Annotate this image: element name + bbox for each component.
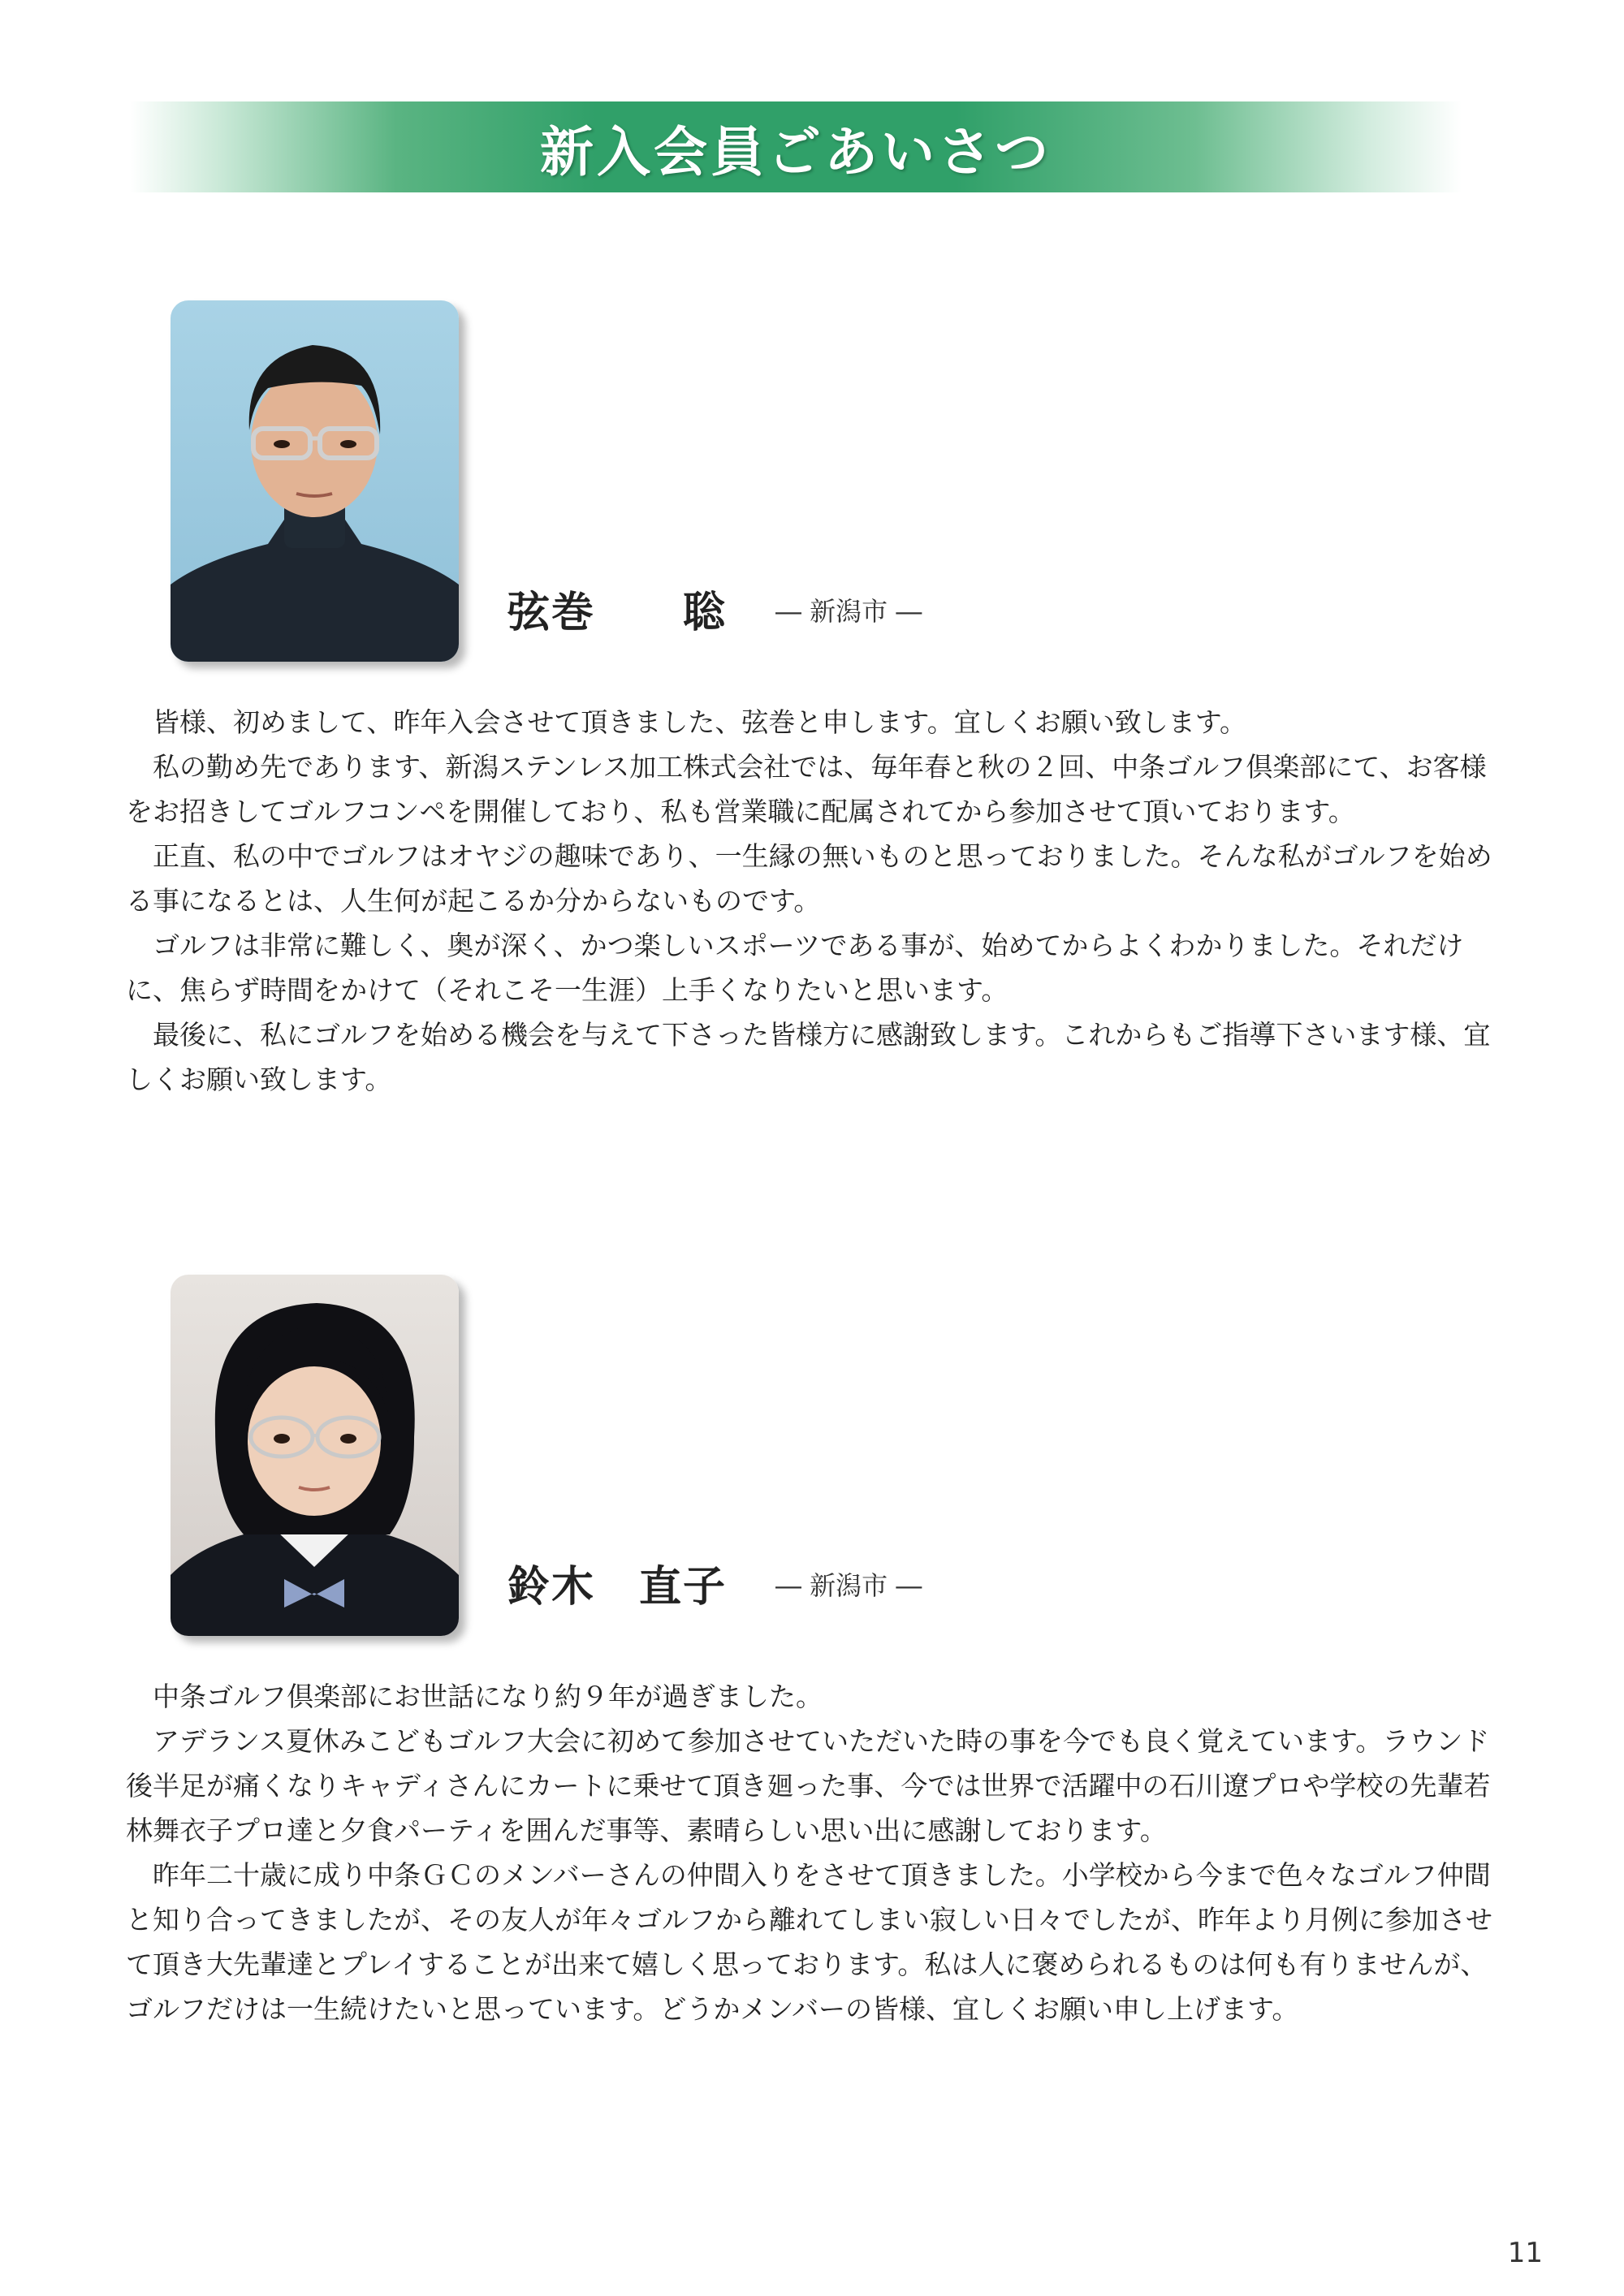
page-number: 11 <box>1507 2237 1543 2269</box>
member-1-paragraph: 正直、私の中でゴルフはオヤジの趣味であり、一生縁の無いものと思っておりました。そんな私がゴルフを始める事になるとは、人生何が起こるか分からないものです。 <box>126 840 1492 917</box>
member-city-1: ― 新潟市 ― <box>775 596 922 627</box>
member-text-1 <box>126 700 1498 1102</box>
member-2-paragraph: アデランス夏休みこどもゴルフ大会に初めて参加させていただいた時の事を今でも良く覚えています。ラウンド後半足が痛くなりキャディさんにカートに乗せて頂き廻った事、今では世界で活躍中の石川遼プロや学校の先輩若林舞衣子プロ達と夕食パーティを囲んだ事等、素晴らしい思い出に感謝しております。 <box>126 1725 1491 1846</box>
member-2-paragraph: 中条ゴルフ倶楽部にお世話になり約９年が過ぎました。 <box>153 1681 823 1712</box>
member-2-paragraph: 昨年二十歳に成り中条ＧＣのメンバーさんの仲間入りをさせて頂きました。小学校から今まで色々なゴルフ仲間と知り合ってきましたが、その友人が年々ゴルフから離れてしまい寂しい日々でしたが、昨年より月例に参加させて頂き大先輩達とプレイすることが出来て嬉しく思っております。私は人に褒められるものは何も有りませんが、ゴルフだけは一生続けたいと思っています。どうかメンバーの皆様、宜しくお願い申し上げます。 <box>126 1859 1492 2025</box>
member-photo-1 <box>171 300 459 662</box>
page-title: 新入会員ごあいさつ <box>540 120 1052 183</box>
member-name-2: 鈴木 直子 <box>508 1563 728 1612</box>
member-1-paragraph: ゴルフは非常に難しく、奥が深く、かつ楽しいスポーツである事が、始めてからよくわかりました。それだけに、焦らず時間をかけて（それこそ一生涯）上手くなりたいと思います。 <box>126 930 1464 1006</box>
member-photo-2 <box>171 1275 459 1636</box>
member-text-2 <box>126 1674 1498 2031</box>
title-banner <box>130 101 1462 192</box>
member-1-paragraph: 私の勤め先であります、新潟ステンレス加工株式会社では、毎年春と秋の２回、中条ゴルフ倶楽部にて、お客様をお招きしてゴルフコンペを開催しており、私も営業職に配属されてから参加させて頂いております。 <box>126 751 1487 827</box>
member-1-paragraph: 皆様、初めまして、昨年入会させて頂きました、弦巻と申します。宜しくお願い致します。 <box>153 706 1247 738</box>
member-city-2: ― 新潟市 ― <box>775 1570 922 1601</box>
member-name-1: 弦巻 聡 <box>508 589 728 637</box>
member-1-paragraph: 最後に、私にゴルフを始める機会を与えて下さった皆様方に感謝致します。これからもご指導下さいます様、宜しくお願い致します。 <box>126 1019 1491 1095</box>
